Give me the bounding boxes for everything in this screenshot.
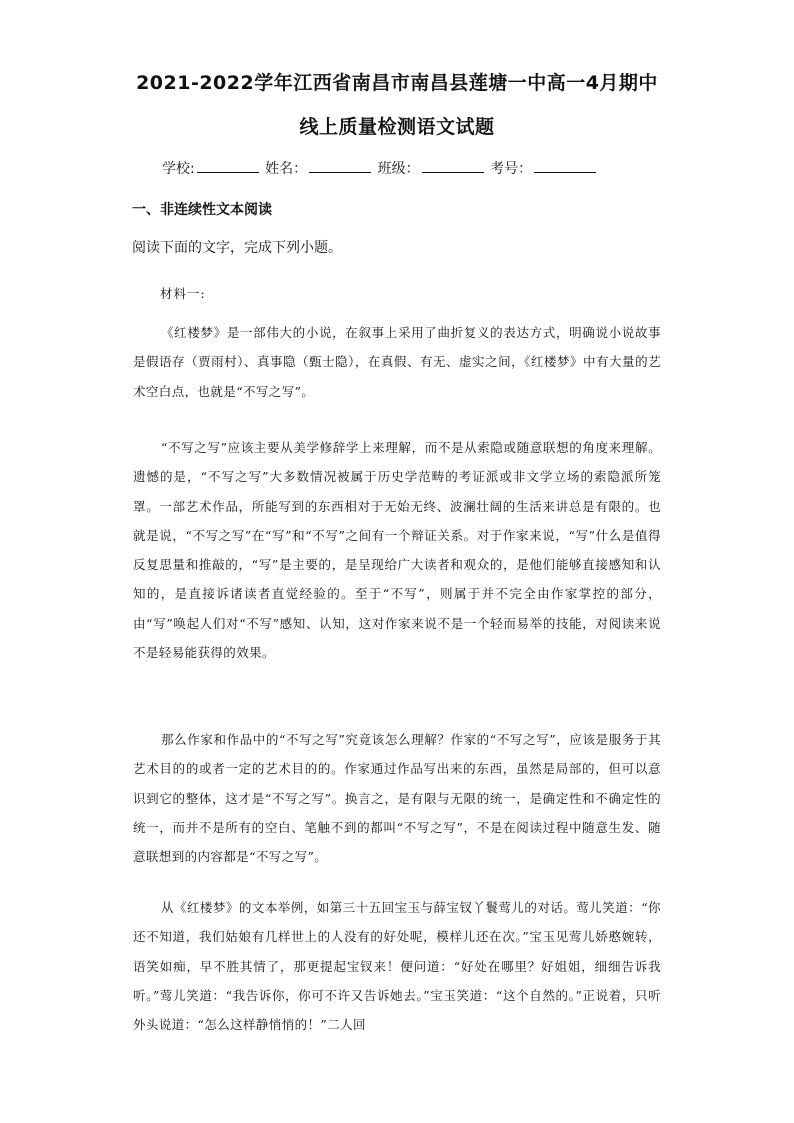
school-blank — [197, 158, 259, 173]
section-heading: 一、非连续性文本阅读 — [132, 202, 272, 218]
paragraph-3: 那么作家和作品中的“不写之写”究竟该怎么理解？作家的“不写之写”，应该是服务于其艺术目的的或者一定的艺术目的的。作家通过作品写出来的东西，虽然是局部的，但可以意识到它的整体，这才是“不写之写”。换言之，是有限与无限的统一，是确定性和不确定性的统一，而并不是所有的空白、笔触不到的都叫“不写之写”，不是在阅读过程中随意生发、随意联想到的内容都是“不写之写”。 — [133, 732, 661, 865]
class-label: 班级： — [377, 161, 420, 177]
exam-title-line2: 线上质量检测语文试题 — [299, 116, 495, 138]
exam-no-blank — [534, 158, 596, 173]
material-label: 材料一: — [160, 286, 206, 301]
class-blank — [422, 158, 484, 173]
school-label: 学校: — [162, 161, 195, 177]
paragraph-1: 《红楼梦》是一部伟大的小说，在叙事上采用了曲折复义的表达方式，明确说小说故事是假语存（贾雨村）、真事隐（甄士隐），在真假、有无、虚实之间，《红楼梦》中有大量的艺术空白点，也就是“不写之写”。 — [133, 325, 661, 399]
exam-title-line1: 2021-2022学年江西省南昌市南昌县莲塘一中高一4月期中 — [136, 72, 658, 94]
name-label: 姓名： — [265, 161, 308, 177]
name-blank — [309, 158, 371, 173]
exam-no-label: 考号： — [490, 161, 533, 177]
reading-instruction: 阅读下面的文字，完成下列小题。 — [132, 240, 342, 256]
paragraph-2: “不写之写”应该主要从美学修辞学上来理解，而不是从索隐或随意联想的角度来理解。遗憾的是，“不写之写”大多数情况被属于历史学范畴的考证派或非文学立场的索隐派所笼罩。一部艺术作品，所能写到的东西相对于无始无终、波澜壮阔的生活来讲总是有限的。也就是说，“不写之写”在“写”和“不写”之间有一个辩证关系。对于作家来说，“写”什么是值得反复思量和推敲的，“写”是主要的，是呈现给广大读者和观众的，是他们能够直接感知和认知的，是直接诉诸读者直觉经验的。至于“不写”，则属于并不完全由作家掌控的部分，由“写”唤起人们对“不写”感知、认知，这对作家来说不是一个轻而易举的技能，对阅读来说不是轻易能获得的效果。 — [133, 440, 661, 661]
student-info-row — [162, 158, 642, 178]
paragraph-4: 从《红楼梦》的文本举例，如第三十五回宝玉与薛宝钗丫鬟莺儿的对话。莺儿笑道：“你还不知道，我们姑娘有几样世上的人没有的好处呢，模样儿还在次。”宝玉见莺儿娇憨婉转，语笑如痴，早不胜其情了，那更提起宝钗来！便问道：“好处在哪里？好姐姐，细细告诉我听。”莺儿笑道：“我告诉你，你可不许又告诉她去。”宝玉笑道：“这个自然的。”正说着，只听外头说道：“怎么这样静悄悄的！”二人回 — [133, 900, 661, 1033]
